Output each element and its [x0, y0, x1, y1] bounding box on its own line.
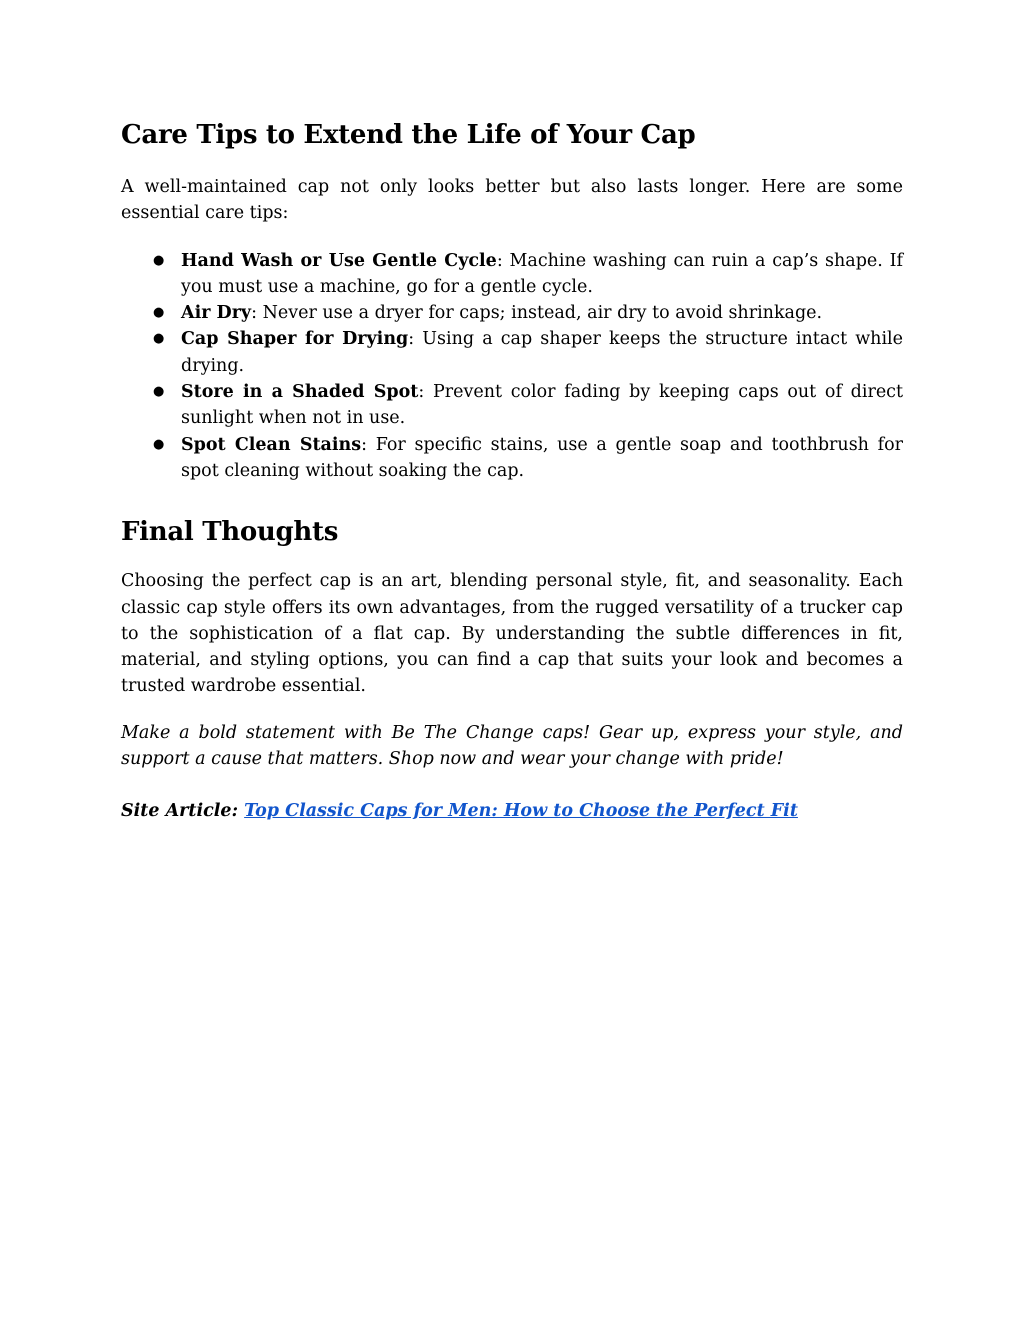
final-thoughts-body: Choosing the perfect cap is an art, blending personal style, fit, and seasonality. Each classic cap style offers its own advantages, from the rugged versatility of a trucker cap to the sophistication of a flat cap. By understanding the subtle differences in fit, material, and styling options, you can find a cap that suits your look and becomes a trusted wardrobe essential. [121, 571, 903, 697]
site-article-label: Site Article: [121, 801, 239, 822]
tip-term: Cap Shaper for Drying [181, 329, 409, 350]
bullet-icon: ● [153, 331, 165, 347]
care-tips-list [121, 248, 903, 485]
care-tips-heading: Care Tips to Extend the Life of Your Cap [121, 120, 696, 150]
tip-text: : For specific stains, use a gentle soap and toothbrush for spot cleaning without soaking the cap. [181, 434, 904, 481]
tip-text: : Using a cap shaper keeps the structure intact while drying. [181, 329, 904, 376]
tip-text: : Prevent color fading by keeping caps out of direct sunlight when not in use. [181, 382, 904, 429]
list-item [121, 379, 903, 432]
care-tips-intro: A well-maintained cap not only looks better but also lasts longer. Here are some essential care tips: [121, 177, 903, 224]
site-article-link[interactable]: Top Classic Caps for Men: How to Choose the Perfect Fit [244, 801, 798, 822]
bullet-icon: ● [153, 252, 165, 268]
document-page [121, 117, 903, 825]
list-item [121, 432, 903, 485]
list-item [121, 326, 903, 379]
tip-text: : Machine washing can ruin a cap’s shape. If you must use a machine, go for a gentle cycle. [181, 250, 903, 297]
list-item [121, 248, 903, 301]
list-item [121, 300, 903, 326]
tip-term: Hand Wash or Use Gentle Cycle [181, 250, 497, 271]
site-article-line [121, 798, 903, 824]
bullet-icon: ● [153, 305, 165, 321]
tip-text: : Never use a dryer for caps; instead, air dry to avoid shrinkage. [251, 303, 823, 324]
bullet-icon: ● [153, 436, 165, 452]
call-to-action: Make a bold statement with Be The Change caps! Gear up, express your style, and support a cause that matters. Shop now and wear your change with pride! [121, 722, 903, 770]
tip-term: Store in a Shaded Spot [181, 382, 419, 403]
tip-term: Spot Clean Stains [181, 434, 362, 455]
final-thoughts-heading: Final Thoughts [121, 517, 339, 548]
bullet-icon: ● [153, 384, 165, 400]
tip-term: Air Dry [181, 303, 252, 324]
